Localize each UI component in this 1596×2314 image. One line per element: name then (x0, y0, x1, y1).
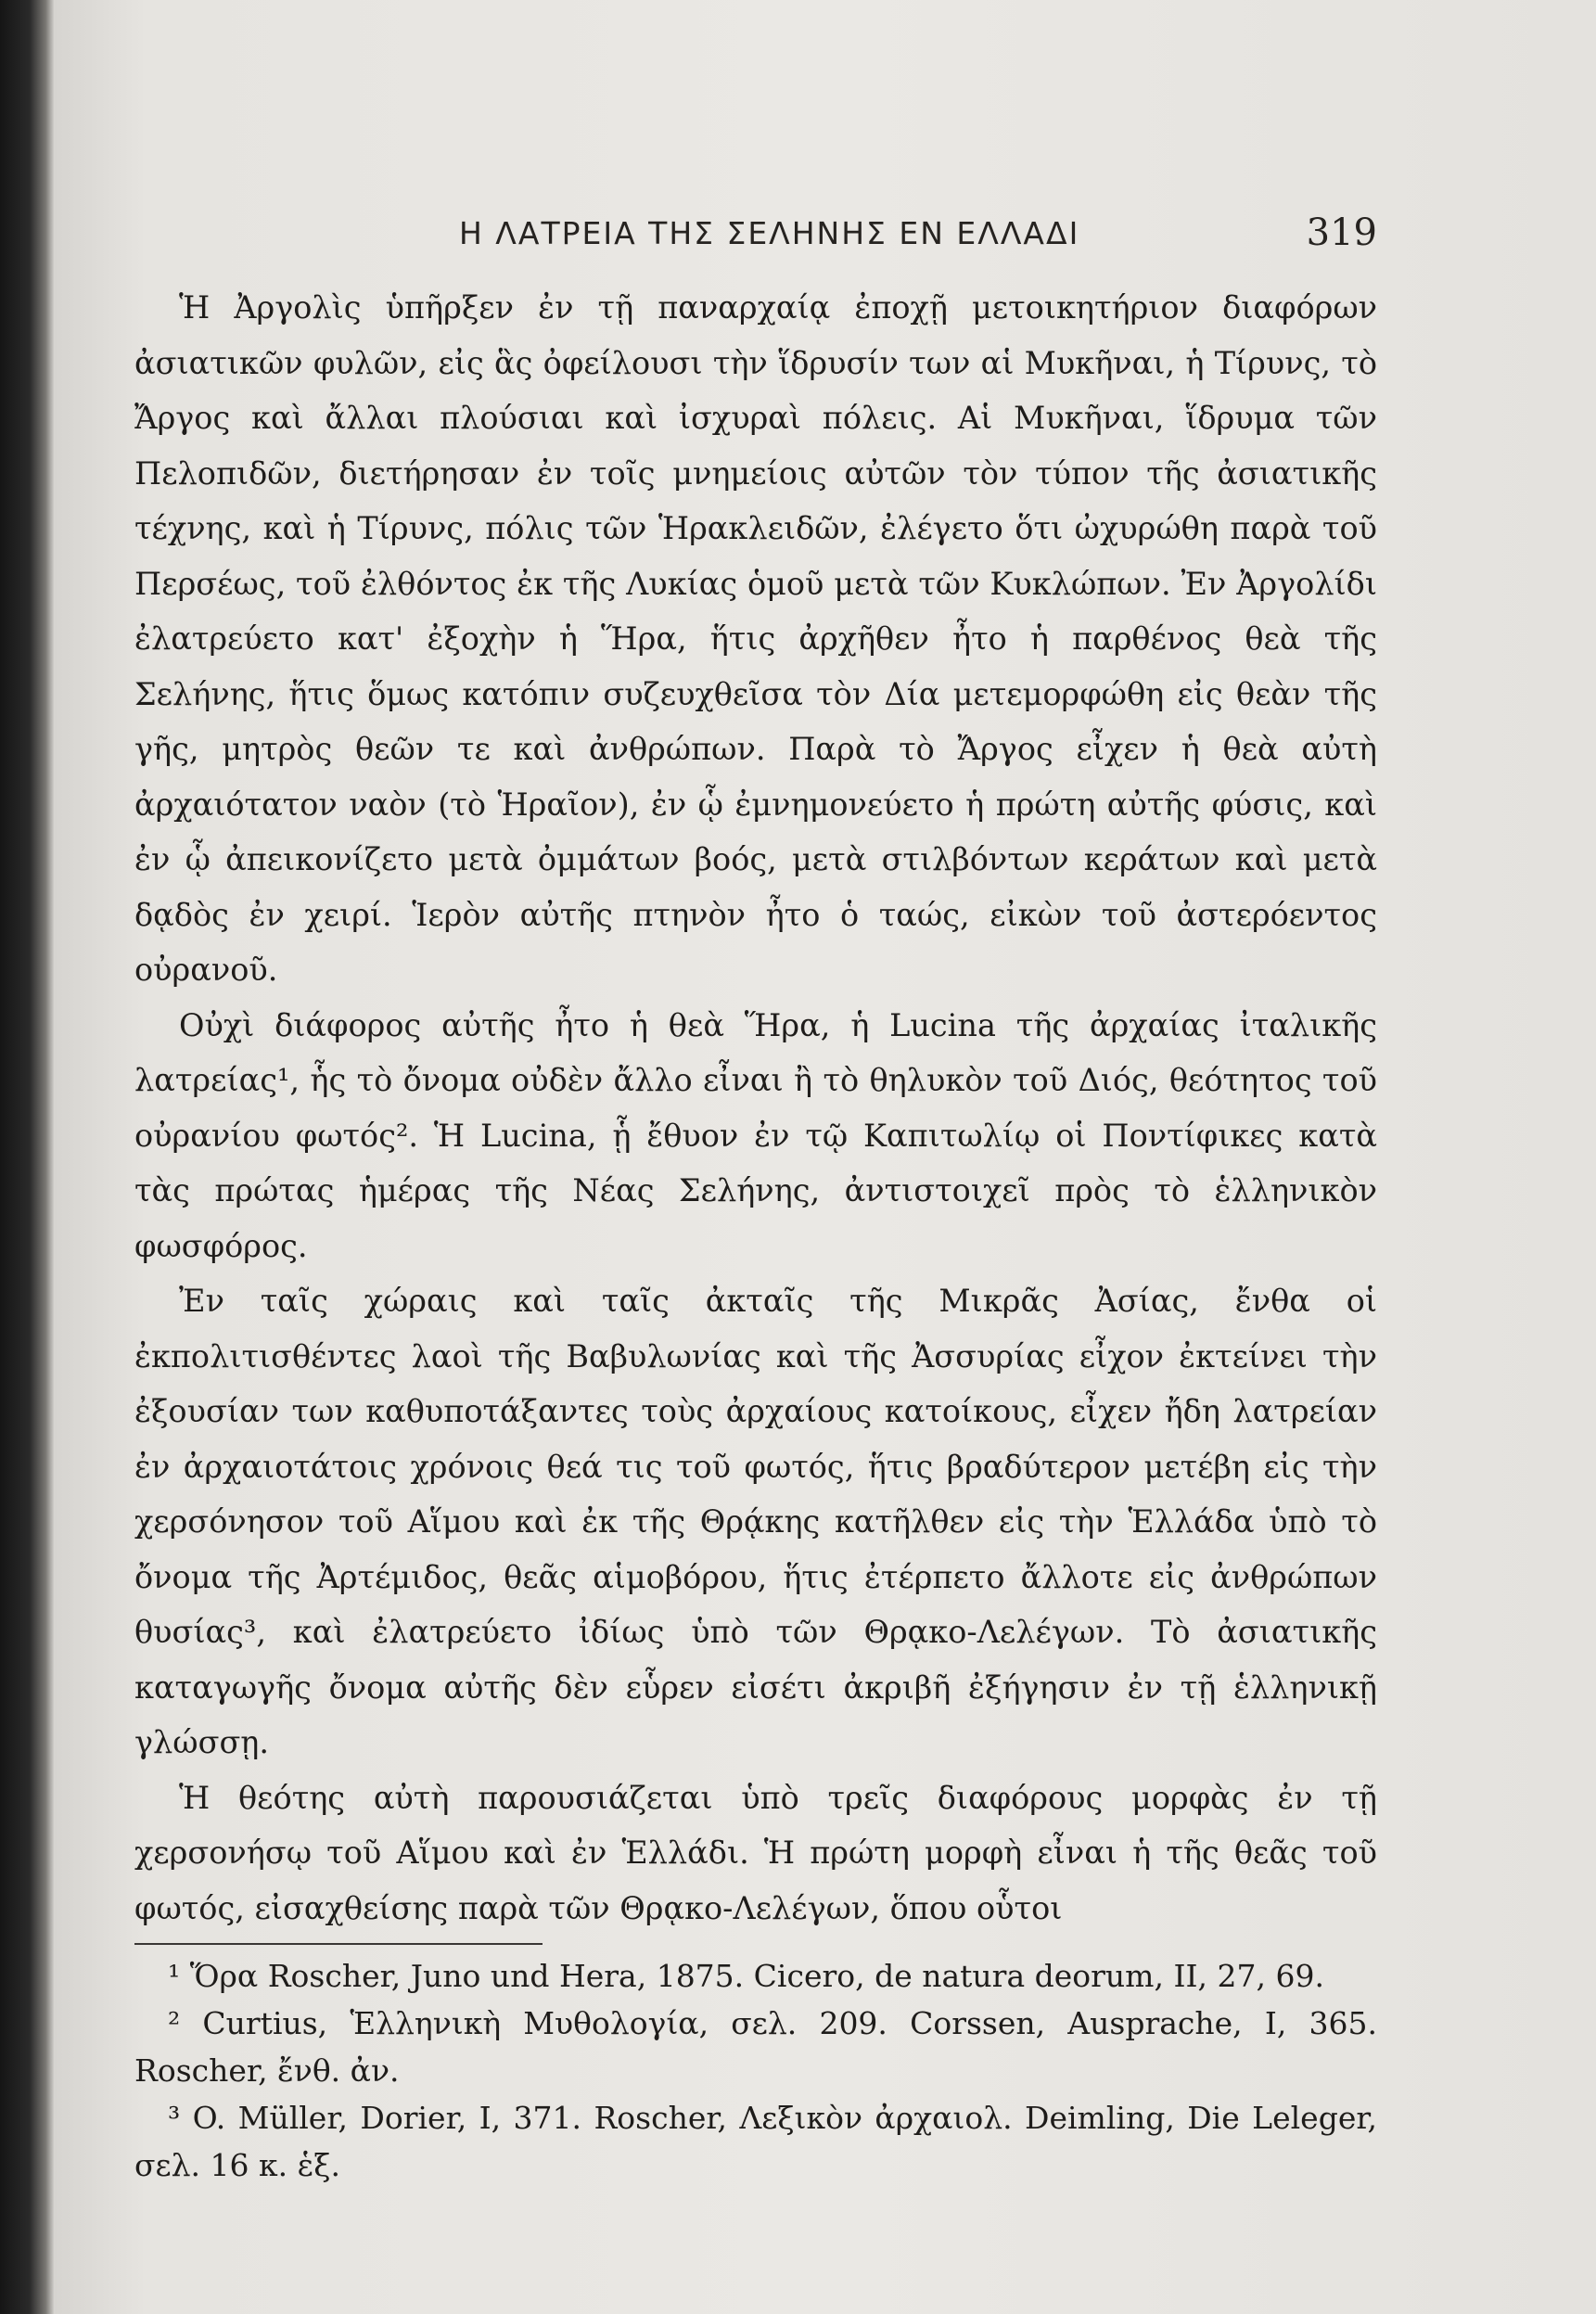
book-spine-shadow (0, 0, 54, 2314)
page-header (134, 206, 1377, 280)
page-number: 319 (1306, 211, 1377, 254)
running-head: Η ΛΑΤΡΕΙΑ ΤΗΣ ΣΕΛΗΝΗΣ ΕΝ ΕΛΛΑΔΙ (459, 215, 1080, 251)
footnote-divider (134, 1943, 543, 1945)
footnote-3: ³ O. Müller, Dorier, I, 371. Roscher, Λεξικὸν ἀρχαιολ. Deimling, Die Leleger, σελ. 16 κ. ἑξ. (134, 2100, 1377, 2183)
page-content (134, 206, 1377, 2274)
paragraph-three-forms: Ἡ θεότης αὐτὴ παρουσιάζεται ὑπὸ τρεῖς διαφόρους μορφὰς ἐν τῇ χερσονήσῳ τοῦ Αἵμου καὶ ἐν Ἑλλάδι. Ἡ πρώτη μορφὴ εἶναι ἡ τῆς θεᾶς τοῦ φωτός, εἰσαχθείσης παρὰ τῶν Θρᾳκο-Λελέγων, ὅπου οὗτοι (134, 1779, 1377, 1926)
footnote-2: ² Curtius, Ἑλληνικὴ Μυθολογία, σελ. 209. Corssen, Ausprache, I, 365. Roscher, ἔνθ. ἀν. (134, 2005, 1377, 2089)
paragraph-asia-minor: Ἐν ταῖς χώραις καὶ ταῖς ἀκταῖς τῆς Μικρᾶς Ἀσίας, ἔνθα οἱ ἐκπολιτισθέντες λαοὶ τῆς Βαβυλωνίας καὶ τῆς Ἀσσυρίας εἶχον ἐκτείνει τὴν ἐξουσίαν των καθυποτάξαντες τοὺς ἀρχαίους κατοίκους, εἶχεν ἤδη λατρείαν ἐν ἀρχαιοτάτοις χρόνοις θεά τις τοῦ φωτός, ἥτις βραδύτερον μετέβη εἰς τὴν χερσόνησον τοῦ Αἵμου καὶ ἐκ τῆς Θρᾴκης κατῆλθεν εἰς τὴν Ἑλλάδα ὑπὸ τὸ ὄνομα τῆς Ἀρτέμιδος, θεᾶς αἱμοβόρου, ἥτις ἐτέρπετο ἄλλοτε εἰς ἀνθρώπων θυσίας³, καὶ ἐλατρεύετο ἰδίως ὑπὸ τῶν Θρᾳκο-Λελέγων. Τὸ ἀσιατικῆς καταγωγῆς ὄνομα αὐτῆς δὲν εὗρεν εἰσέτι ἀκριβῆ ἐξήγησιν ἐν τῇ ἑλληνικῇ γλώσσῃ. (134, 1283, 1377, 1760)
footnotes (134, 1952, 1377, 2189)
footnote-1: ¹ Ὅρα Roscher, Juno und Hera, 1875. Cicero, de natura deorum, II, 27, 69. (168, 1958, 1324, 1994)
paragraph-argolis: Ἡ Ἀργολὶς ὑπῆρξεν ἐν τῇ παναρχαίᾳ ἐποχῇ μετοικητήριον διαφόρων ἀσιατικῶν φυλῶν, εἰς ἃς ὀφείλουσι τὴν ἵδρυσίν των αἱ Μυκῆναι, ἡ Τίρυνς, τὸ Ἄργος καὶ ἄλλαι πλούσιαι καὶ ἰσχυραὶ πόλεις. Αἱ Μυκῆναι, ἵδρυμα τῶν Πελοπιδῶν, διετήρησαν ἐν τοῖς μνημείοις αὐτῶν τὸν τύπον τῆς ἀσιατικῆς τέχνης, καὶ ἡ Τίρυνς, πόλις τῶν Ἡρακλειδῶν, ἐλέγετο ὅτι ὠχυρώθη παρὰ τοῦ Περσέως, τοῦ ἐλθόντος ἐκ τῆς Λυκίας ὁμοῦ μετὰ τῶν Κυκλώπων. Ἐν Ἀργολίδι ἐλατρεύετο κατ' ἐξοχὴν ἡ Ἥρα, ἥτις ἀρχῆθεν ἦτο ἡ παρθένος θεὰ τῆς Σελήνης, ἥτις ὅμως κατόπιν συζευχθεῖσα τὸν Δία μετεμορφώθη εἰς θεὰν τῆς γῆς, μητρὸς θεῶν τε καὶ ἀνθρώπων. Παρὰ τὸ Ἄργος εἶχεν ἡ θεὰ αὐτὴ ἀρχαιότατον ναὸν (τὸ Ἡραῖον), ἐν ᾧ ἐμνημονεύετο ἡ πρώτη αὐτῆς φύσις, καὶ ἐν ᾧ ἀπεικονίζετο μετὰ ὀμμάτων βοός, μετὰ στιλβόντων κεράτων καὶ μετὰ δᾳδὸς ἐν χειρί. Ἱερὸν αὐτῆς πτηνὸν ἦτο ὁ ταώς, εἰκὼν τοῦ ἀστερόεντος οὐρανοῦ. (134, 289, 1377, 988)
paragraph-lucina: Οὐχὶ διάφορος αὐτῆς ἦτο ἡ θεὰ Ἥρα, ἡ Lucina τῆς ἀρχαίας ἰταλικῆς λατρείας¹, ἧς τὸ ὄνομα οὐδὲν ἄλλο εἶναι ἢ τὸ θηλυκὸν τοῦ Διός, θεότητος τοῦ οὐρανίου φωτός². Ἡ Lucina, ᾗ ἔθυον ἐν τῷ Καπιτωλίῳ οἱ Ποντίφικες κατὰ τὰς πρώτας ἡμέρας τῆς Νέας Σελήνης, ἀντιστοιχεῖ πρὸς τὸ ἑλληνικὸν φωσφόρος. (134, 1006, 1377, 1264)
body-text (134, 280, 1377, 1936)
